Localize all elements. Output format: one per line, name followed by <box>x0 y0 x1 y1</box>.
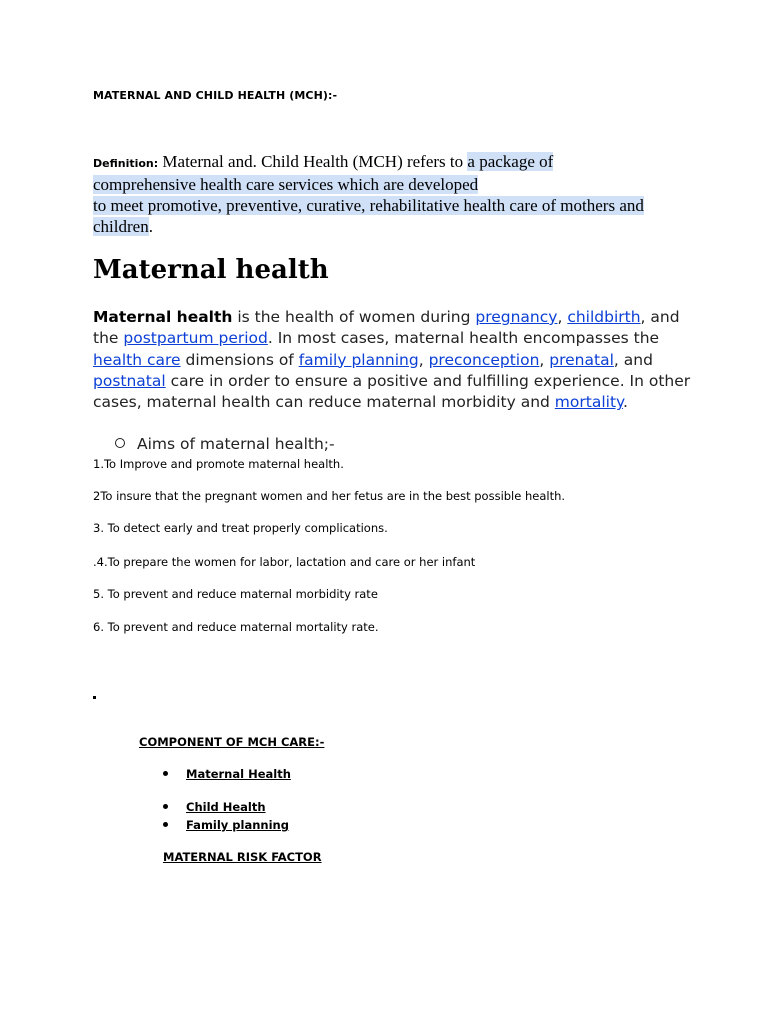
link-childbirth[interactable]: childbirth <box>567 308 641 326</box>
component-item-family-planning <box>163 818 289 832</box>
definition-highlight-2: to meet promotive, preventive, curative, rehabilitative health care of mothers and children <box>93 196 644 236</box>
paragraph-text-9: care in order to ensure a positive and fulfilling experience. In other cases, maternal health can reduce maternal morbidity and <box>93 371 691 412</box>
component-item-maternal-health <box>163 767 291 781</box>
section-heading-maternal-health: Maternal health <box>93 255 329 285</box>
components-heading: COMPONENT OF MCH CARE:- <box>139 735 325 749</box>
component-item-child-health <box>163 800 266 814</box>
aims-heading <box>115 434 335 455</box>
hollow-bullet-icon <box>115 438 125 448</box>
link-prenatal[interactable]: prenatal <box>549 350 614 369</box>
paragraph-text-5: dimensions of <box>180 350 299 369</box>
risk-factor-heading: MATERNAL RISK FACTOR <box>163 850 322 864</box>
aim-item-6: 6. To prevent and reduce maternal mortality rate. <box>93 620 379 634</box>
component-label: Family planning <box>186 818 289 832</box>
definition-highlight-1: a package of comprehensive health care services which are developed <box>93 152 554 194</box>
bullet-icon <box>163 804 168 809</box>
definition-end: . <box>148 217 153 236</box>
component-label: Maternal Health <box>186 767 291 781</box>
paragraph-text-10: . <box>622 393 628 412</box>
aim-item-2: 2To insure that the pregnant women and her fetus are in the best possible health. <box>93 489 566 503</box>
bullet-icon <box>163 771 168 776</box>
link-health-care[interactable]: health care <box>93 350 181 369</box>
paragraph-text-1: is the health of women during <box>232 308 476 326</box>
aim-item-4: .4.To prepare the women for labor, lactation and care or her infant <box>93 555 476 569</box>
link-postpartum-period[interactable]: postpartum period <box>123 329 268 348</box>
definition-text: Maternal and. Child Health (MCH) refers to <box>158 152 468 171</box>
aims-heading-label: Aims of maternal health;- <box>137 435 335 453</box>
paragraph-text-2: , <box>557 308 568 326</box>
paragraph-bold-term: Maternal health <box>93 308 233 326</box>
paragraph-text-7: , <box>539 350 550 369</box>
definition-paragraph <box>93 151 653 237</box>
paragraph-text-4: . In most cases, maternal health encompasses the <box>267 329 660 348</box>
document-title: MATERNAL AND CHILD HEALTH (MCH):- <box>93 89 338 102</box>
aim-item-1: 1.To Improve and promote maternal health. <box>93 457 344 471</box>
link-pregnancy[interactable]: pregnancy <box>475 308 558 326</box>
link-family-planning[interactable]: family planning <box>298 350 419 369</box>
aim-item-5: 5. To prevent and reduce maternal morbidity rate <box>93 587 378 601</box>
maternal-health-paragraph <box>93 307 693 413</box>
paragraph-text-6: , <box>418 350 429 369</box>
component-label: Child Health <box>186 800 266 814</box>
bullet-icon <box>163 822 168 827</box>
paragraph-text-3: , and the <box>93 308 680 348</box>
link-postnatal[interactable]: postnatal <box>93 371 166 390</box>
stray-dot-mark <box>93 696 96 699</box>
link-mortality[interactable]: mortality <box>554 393 623 412</box>
definition-label: Definition: <box>93 157 159 170</box>
paragraph-text-8: , and <box>613 350 653 369</box>
link-preconception[interactable]: preconception <box>428 350 540 369</box>
aim-item-3: 3. To detect early and treat properly complications. <box>93 521 388 535</box>
